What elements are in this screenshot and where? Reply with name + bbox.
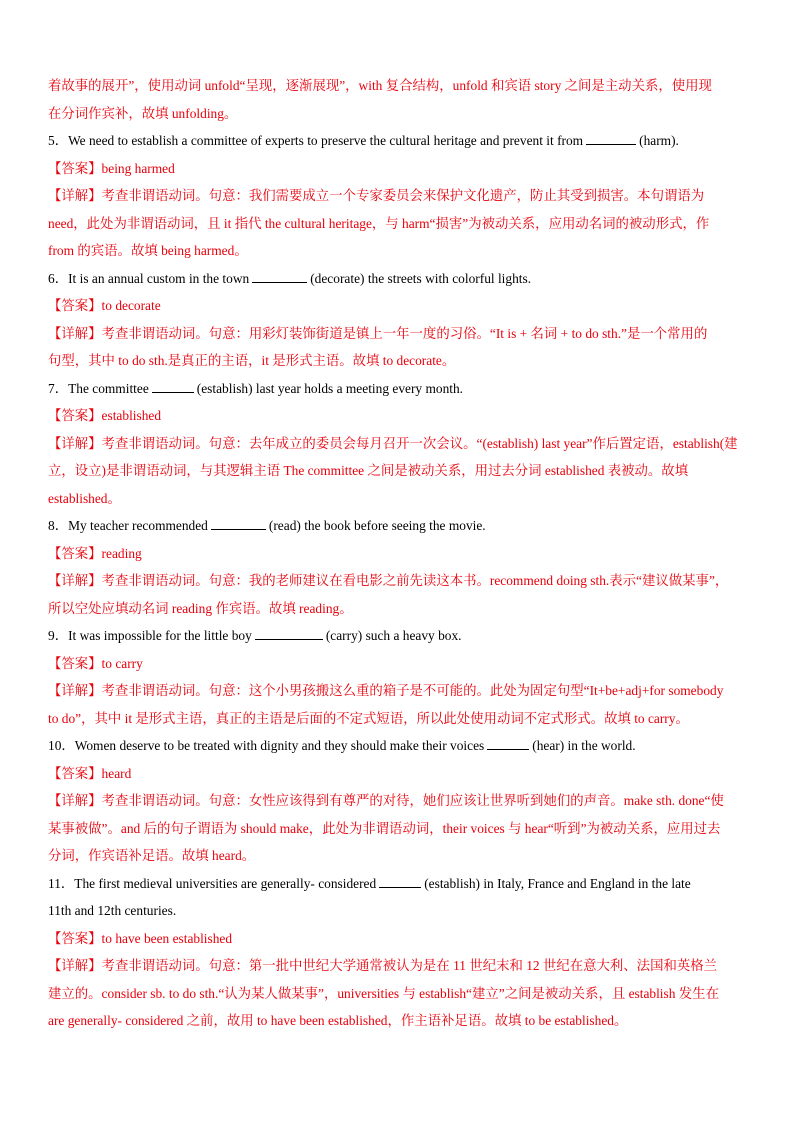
detail-line: 建立的。consider sb. to do sth.“认为某人做某事”，universities 与 establish“建立”之间是被动关系，且 establish 发生在 (48, 985, 719, 1001)
question-item (48, 127, 756, 265)
detail-line: 【详解】考查非谓语动词。句意：这个小男孩搬这么重的箱子是不可能的。此处为固定句型“It+be+adj+for somebody (48, 683, 724, 698)
intro-line: 在分词作宾补，故填 unfolding。 (48, 105, 238, 121)
answer-blank (487, 737, 529, 750)
detail-line: established。 (48, 490, 121, 506)
detail-line: 【详解】考查非谓语动词。句意：女性应该得到有尊严的对待，她们应该让世界听到她们的声音。make sth. done“使 (48, 793, 724, 808)
answer-blank (379, 875, 421, 888)
question-line-continued: 11th and 12th centuries. (48, 903, 177, 918)
answer-blank (586, 132, 636, 145)
answer-blank (152, 380, 194, 393)
detail-line: 分词，作宾语补足语。故填 heard。 (48, 848, 256, 863)
answer-line: 【答案】to have been established (48, 930, 233, 946)
detail-line: are generally- considered 之前，故用 to have been established，作主语补足语。故填 to be established。 (48, 1013, 628, 1028)
question-text: 11．The first medieval universities are generally- considered (48, 875, 377, 891)
question-item (48, 870, 756, 1035)
intro-line: 着故事的展开”，使用动词 unfold“呈现，逐渐展现”，with 复合结构，unfold 和宾语 story 之间是主动关系，使用现 (48, 78, 712, 93)
question-line (48, 127, 756, 155)
question-hint: (decorate) the streets with colorful lights. (310, 270, 532, 286)
question-hint: (harm). (639, 133, 679, 148)
question-line (48, 732, 756, 760)
question-text: 9．It was impossible for the little boy (48, 628, 252, 643)
detail-line: 句型，其中 to do sth.是真正的主语，it 是形式主语。故填 to decorate。 (48, 353, 456, 368)
detail-line: 立，设立)是非谓语动词，与其逻辑主语 The committee 之间是被动关系，用过去分词 established 表被动。故填 (48, 463, 689, 478)
detail-line: to do”，其中 it 是形式主语，真正的主语是后面的不定式短语，所以此处使用动词不定式形式。故填 to carry。 (48, 710, 689, 726)
question-hint: (hear) in the world. (532, 738, 636, 753)
answer-line: 【答案】to carry (48, 655, 143, 671)
answer-line: 【答案】being harmed (48, 160, 175, 176)
answer-blank (252, 270, 307, 283)
question-text: 10．Women deserve to be treated with dignity and they should make their voices (48, 738, 485, 753)
answer-line: 【答案】reading (48, 545, 142, 561)
question-hint: (read) the book before seeing the movie. (268, 518, 486, 533)
answer-line: 【答案】established (48, 408, 162, 423)
question-hint: (establish) last year holds a meeting every month. (196, 380, 464, 396)
detail-line: need，此处为非谓语动词，且 it 指代 the cultural heritage，与 harm“损害”为被动关系，应用动名词的被动形式，作 (48, 215, 710, 231)
detail-line: 所以空处应填动名词 reading 作宾语。故填 reading。 (48, 600, 353, 616)
answer-line: 【答案】heard (48, 765, 132, 781)
question-text: 6．It is an annual custom in the town (48, 270, 250, 286)
question-line (48, 622, 756, 650)
detail-line: 【详解】考查非谓语动词。句意：用彩灯装饰街道是镇上一年一度的习俗。“It is + 名词 + to do sth.”是一个常用的 (48, 325, 708, 341)
question-line (48, 265, 756, 293)
detail-line: 【详解】考查非谓语动词。句意：我们需要成立一个专家委员会来保护文化遗产，防止其受到损害。本句谓语为 (48, 188, 705, 203)
question-text: 7．The committee (48, 380, 149, 396)
question-item (48, 732, 756, 870)
detail-line: 【详解】考查非谓语动词。句意：第一批中世纪大学通常被认为是在 11 世纪末和 12 世纪在意大利、法国和英格兰 (48, 958, 718, 973)
question-text: 8．My teacher recommended (48, 518, 208, 533)
detail-line: 某事被做”。and 后的句子谓语为 should make，此处为非谓语动词，their voices 与 hear“听到”为被动关系，应用过去 (48, 820, 721, 836)
document-content (48, 72, 756, 1035)
answer-blank (255, 627, 323, 640)
question-hint: (establish) in Italy, France and England in the late (424, 875, 691, 891)
detail-line: 【详解】考查非谓语动词。句意：我的老师建议在看电影之前先读这本书。recommend doing sth.表示“建议做某事”， (48, 573, 729, 588)
question-hint: (carry) such a heavy box. (325, 628, 462, 643)
question-line (48, 512, 756, 540)
question-item (48, 265, 756, 375)
question-item (48, 375, 756, 513)
detail-line: 【详解】考查非谓语动词。句意：去年成立的委员会每月召开一次会议。“(establish) last year”作后置定语，establish(建 (48, 435, 738, 451)
answer-blank (211, 517, 266, 530)
answer-line: 【答案】to decorate (48, 298, 161, 313)
question-text: 5．We need to establish a committee of experts to preserve the cultural heritage and prevent it from (48, 133, 584, 148)
question-item (48, 512, 756, 622)
question-line (48, 375, 756, 403)
question-line (48, 870, 756, 898)
question-item (48, 622, 756, 732)
detail-line: from 的宾语。故填 being harmed。 (48, 243, 248, 258)
